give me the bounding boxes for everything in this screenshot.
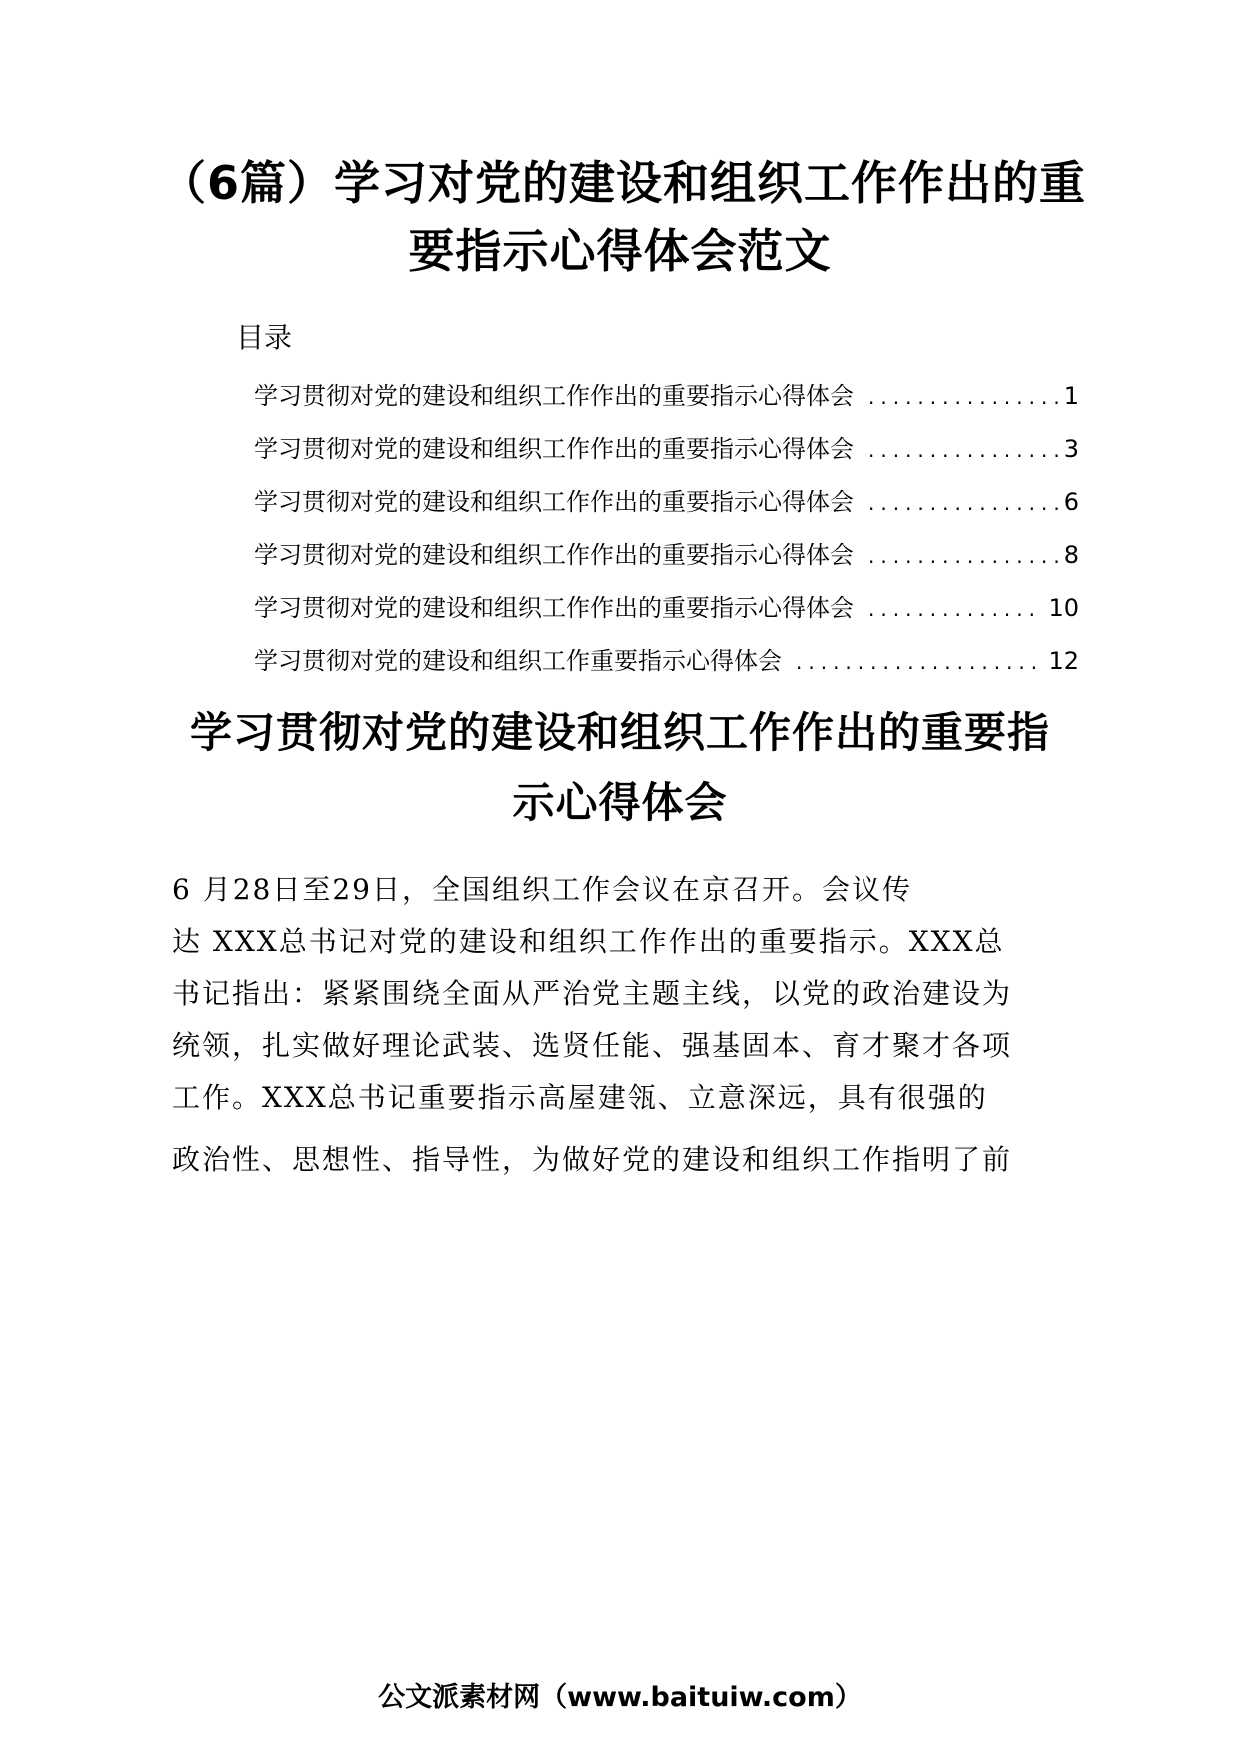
section-title-line-2: 示心得体会 [512,778,728,827]
toc-leader-dots [868,546,1058,566]
toc-entry[interactable] [254,490,1079,543]
toc-leader-dots [868,493,1058,513]
toc-entry[interactable] [254,596,1079,649]
toc-leader-dots [868,599,1042,619]
toc-entry[interactable] [254,384,1079,437]
toc-entry-page: 10 [1048,594,1079,622]
page-footer: 公文派素材网（www.baituiw.com） [378,1682,862,1713]
toc-entry-page: 6 [1063,488,1079,516]
document-title-line-1: （6篇）学习对党的建设和组织工作作出的重 [160,156,1087,210]
toc-entry[interactable] [254,437,1079,490]
toc-entry-text: 学习贯彻对党的建设和组织工作作出的重要指示心得体会 [254,435,854,463]
toc-entry-page: 1 [1063,382,1079,410]
toc-leader-dots [868,387,1058,407]
toc-entry-text: 学习贯彻对党的建设和组织工作作出的重要指示心得体会 [254,488,854,516]
toc-entry-text: 学习贯彻对党的建设和组织工作作出的重要指示心得体会 [254,594,854,622]
toc-entry-text: 学习贯彻对党的建设和组织工作作出的重要指示心得体会 [254,382,854,410]
toc-leader-dots [796,652,1042,672]
body-line: 达 XXX总书记对党的建设和组织工作作出的重要指示。XXX总 [172,925,1005,958]
body-line: 书记指出：紧紧围绕全面从严治党主题主线，以党的政治建设为 [172,977,1013,1010]
document-title-line-2: 要指示心得体会范文 [408,224,832,278]
section-title-line-1: 学习贯彻对党的建设和组织工作作出的重要指 [189,708,1050,757]
toc-entry-text: 学习贯彻对党的建设和组织工作重要指示心得体会 [254,647,782,675]
toc-entry-page: 3 [1063,435,1079,463]
body-line: 统领，扎实做好理论武装、选贤任能、强基固本、育才聚才各项 [172,1029,1013,1062]
toc-entry[interactable] [254,543,1079,596]
toc-leader-dots [868,440,1058,460]
toc-entry-page: 12 [1048,647,1079,675]
body-line: 政治性、思想性、指导性，为做好党的建设和组织工作指明了前 [172,1143,1013,1176]
body-line: 工作。XXX总书记重要指示高屋建瓴、立意深远，具有很强的 [172,1081,988,1114]
toc-entry-text: 学习贯彻对党的建设和组织工作作出的重要指示心得体会 [254,541,854,569]
toc-heading: 目录 [236,321,293,354]
table-of-contents [254,384,1079,702]
body-line: 6 月28日至29日，全国组织工作会议在京召开。会议传 [172,873,912,906]
toc-entry-page: 8 [1063,541,1079,569]
toc-entry[interactable] [254,649,1079,702]
